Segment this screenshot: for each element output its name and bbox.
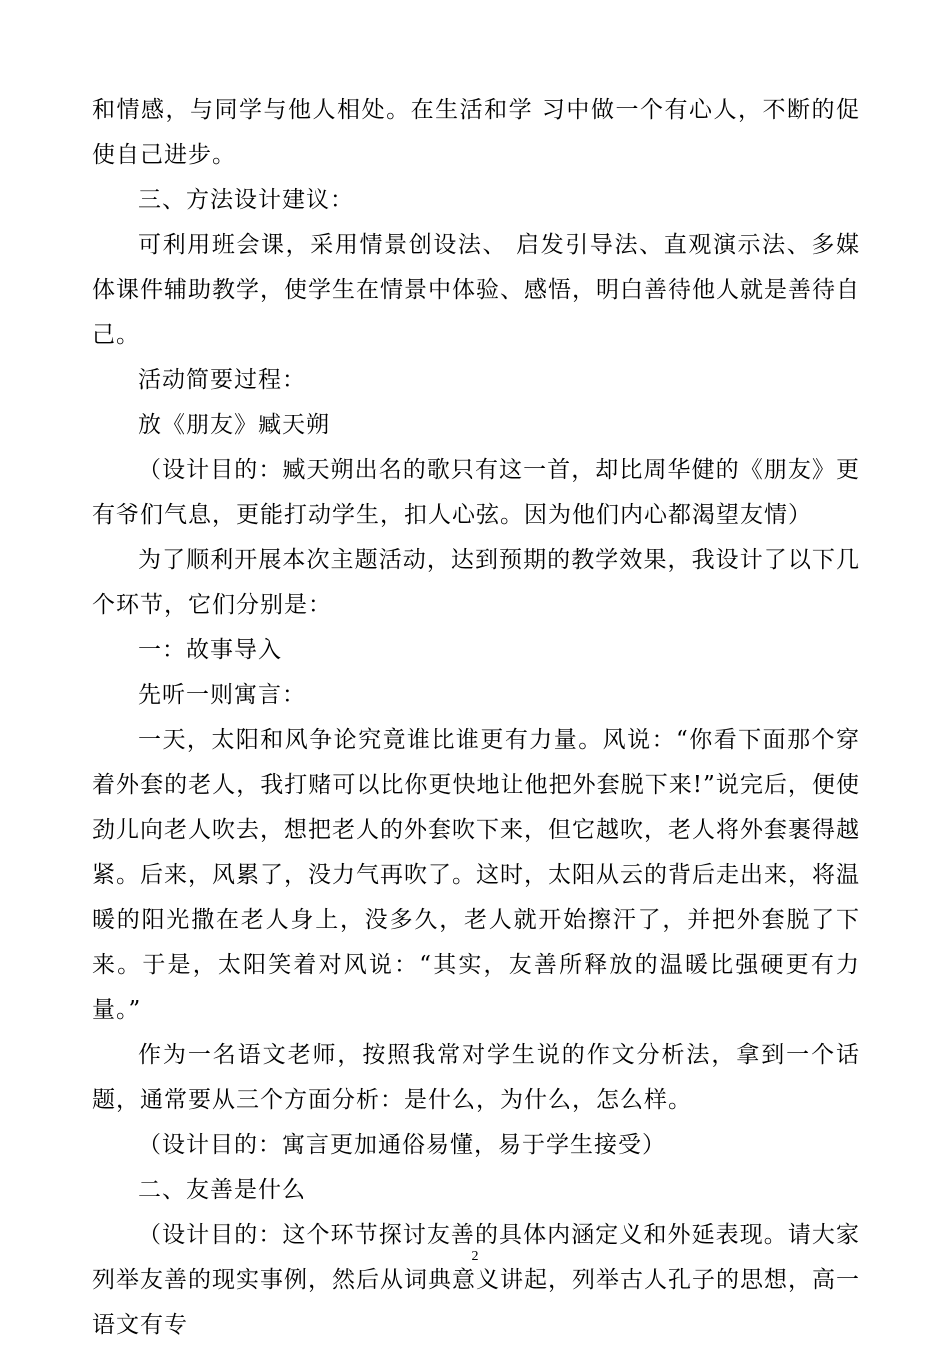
paragraph: 为了顺利开展本次主题活动，达到预期的教学效果，我设计了以下几个环节，它们分别是： [92, 547, 860, 618]
paragraph: （设计目的：这个环节探讨友善的具体内涵定义和外延表现。请大家列举友善的现实事例，然后从词典意义讲起，列举古人孔子的思想，高一语文有专 [92, 1222, 860, 1338]
section-heading-what-is-kindness: 二、友善是什么 [138, 1177, 306, 1203]
paragraph: 活动简要过程： [138, 367, 306, 393]
paragraph: 可利用班会课，采用情景创设法、 启发引导法、直观演示法、多媒体课件辅助教学，使学生在情景中体验、感悟，明白善待他人就是善待自己。 [92, 232, 860, 348]
page-number: 2 [471, 1249, 479, 1264]
section-heading-story: 一：故事导入 [138, 637, 282, 663]
paragraph: 和情感，与同学与他人相处。在生活和学 习中做一个有心人，不断的促使自己进步。 [92, 97, 860, 168]
section-heading-method: 三、方法设计建议： [138, 187, 354, 213]
fable-paragraph: 一天，太阳和风争论究竟谁比谁更有力量。风说：“你看下面那个穿着外套的老人，我打赌可以比你更快地让他把外套脱下来!”说完后，便使劲儿向老人吹去，想把老人的外套吹下来，但它越吹，老人将外套裹得越紧。后来，风累了，没力气再吹了。这时，太阳从云的背后走出来，将温暖的阳光撒在老人身上，没多久，老人就开始擦汗了，并把外套脱了下来。于是，太阳笑着对风说：“其实，友善所释放的温暖比强硬更有力量。” [92, 727, 860, 1023]
paragraph: 先听一则寓言： [138, 682, 306, 708]
paragraph: （设计目的：寓言更加通俗易懂，易于学生接受） [138, 1132, 666, 1158]
paragraph: （设计目的：臧天朔出名的歌只有这一首，却比周华健的《朋友》更有爷们气息，更能打动学生，扣人心弦。因为他们内心都渴望友情） [92, 457, 860, 528]
paragraph: 放《朋友》臧天朔 [138, 412, 330, 438]
paragraph: 作为一名语文老师，按照我常对学生说的作文分析法，拿到一个话题，通常要从三个方面分析：是什么，为什么，怎么样。 [92, 1042, 860, 1113]
document-body [92, 88, 860, 1348]
